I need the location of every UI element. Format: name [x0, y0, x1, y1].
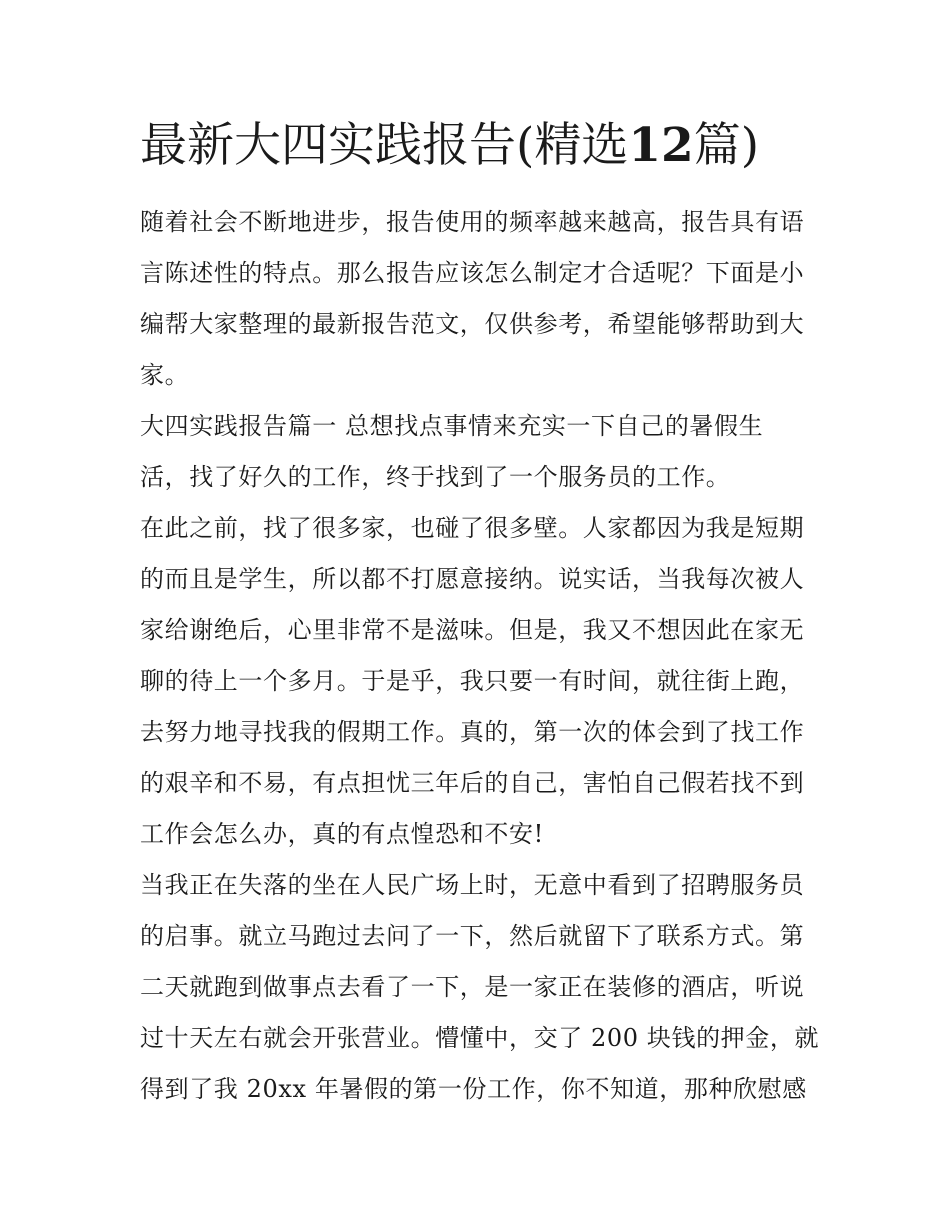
text-line: 家。	[140, 361, 190, 389]
text-line: 编帮大家整理的最新报告范文，仅供参考，希望能够帮助到大	[140, 310, 805, 338]
text-line: 得到了我 20xx 年暑假的第一份工作，你不知道，那种欣慰感	[140, 1075, 807, 1103]
title-text: 最新大四实践报告(精选	[140, 118, 629, 173]
text-line: 工作会怎么办，真的有点惶恐和不安!	[140, 820, 544, 848]
text-line: 在此之前，找了很多家，也碰了很多壁。人家都因为我是短期	[140, 514, 805, 542]
text-line: 大四实践报告篇一 总想找点事情来充实一下自己的暑假生	[140, 412, 764, 440]
text-line: 二天就跑到做事点去看了一下，是一家正在装修的酒店，听说	[140, 973, 805, 1001]
title-number: 12	[628, 118, 694, 173]
text-line: 过十天左右就会开张营业。懵懂中，交了 200 块钱的押金，就	[140, 1024, 820, 1052]
text-line: 的而且是学生，所以都不打愿意接纳。说实话，当我每次被人	[140, 565, 805, 593]
text-line: 随着社会不断地进步，报告使用的频率越来越高，报告具有语	[140, 208, 805, 236]
text-line: 聊的待上一个多月。于是乎，我只要一有时间，就往街上跑，	[140, 667, 805, 695]
text-line: 去努力地寻找我的假期工作。真的，第一次的体会到了找工作	[140, 718, 805, 746]
document-title	[140, 112, 840, 180]
text-line: 言陈述性的特点。那么报告应该怎么制定才合适呢？下面是小	[140, 259, 805, 287]
text-line: 当我正在失落的坐在人民广场上时，无意中看到了招聘服务员	[140, 871, 805, 899]
title-suffix: 篇)	[693, 118, 760, 173]
document-body	[140, 197, 820, 1115]
text-line: 家给谢绝后，心里非常不是滋味。但是，我又不想因此在家无	[140, 616, 805, 644]
text-line: 的启事。就立马跑过去问了一下，然后就留下了联系方式。第	[140, 922, 805, 950]
text-line: 活，找了好久的工作，终于找到了一个服务员的工作。	[140, 463, 731, 491]
text-line: 的艰辛和不易，有点担忧三年后的自己，害怕自己假若找不到	[140, 769, 805, 797]
